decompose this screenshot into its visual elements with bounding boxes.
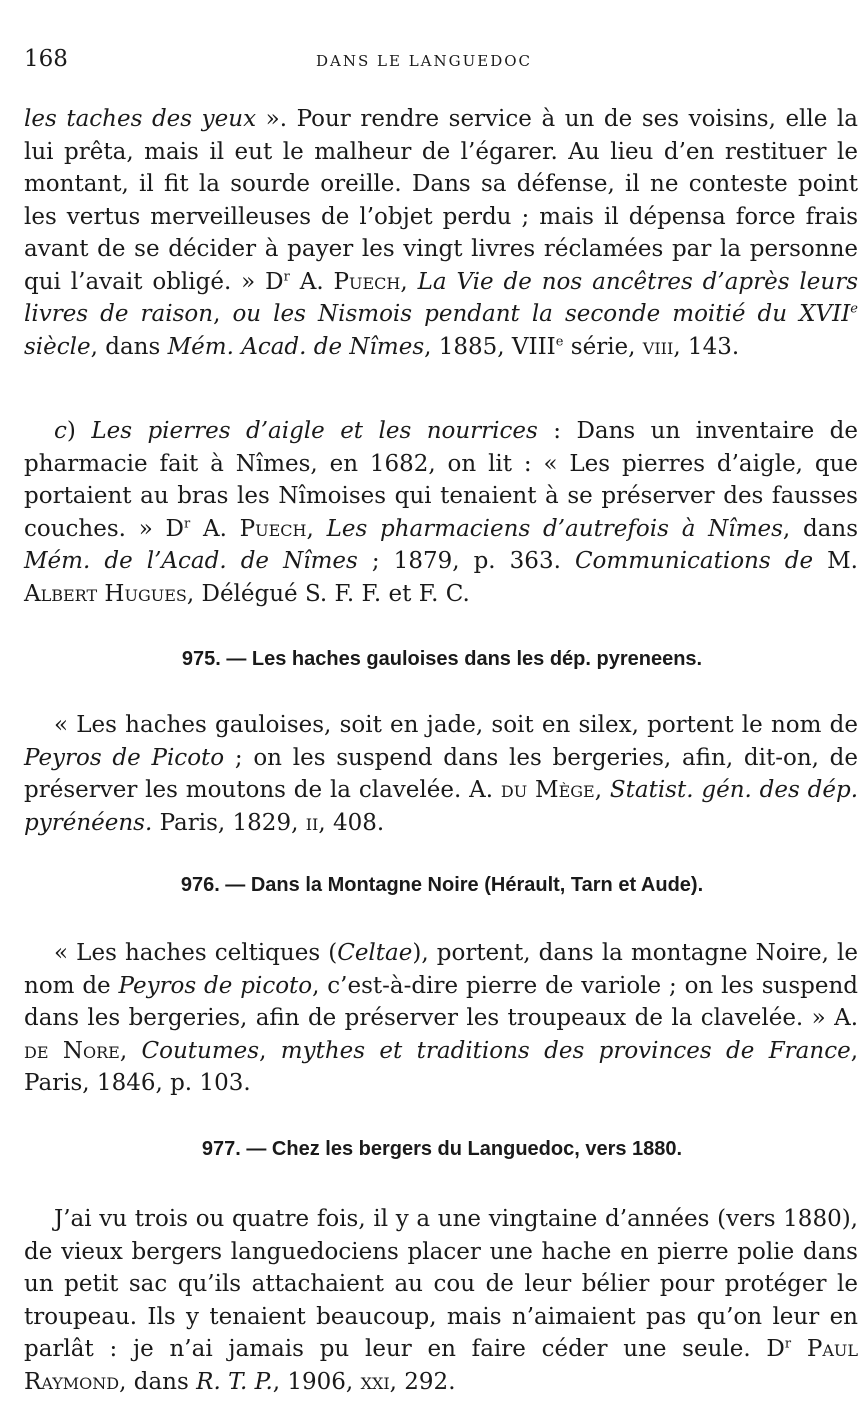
citation-title: Les pharmaciens d’autrefois à Nîmes [326,515,783,542]
citation-title: mythes et traditions des provinces de France [280,1037,851,1064]
author-name: Puech [333,268,401,295]
paragraph-976: « Les haches celtiques (Celtae), portent, dans la montagne Noire, le nom de Peyros de picoto, c’est-à-dire pierre de variole ; on les suspend dans les bergeries, afin de préserver les troupeaux de la clavelée. » A. de Nore, Coutumes, mythes et traditions des provinces de France, Paris, 1846, p. 103. [24,940,859,1096]
section-subtitle: Les pierres d’aigle et les nourrices [91,418,538,444]
author-name: Paul Raymond [24,1336,858,1395]
paragraph-continuation: les taches des yeux ». Pour rendre service à un de ses voisins, elle la lui prêta, mais il eut le malheur de l’égarer. Au lieu d’en restituer le montant, il fit la sourde oreille. Dans sa défense, il ne conteste point les vertus merveilleuses de l’objet perdu ; mais il dépensa force frais avant de se décider à payer les vingt livres réclamées par la personne qui l’avait obligé. » $D^r$ A. Puech, La Vie de nos ancêtres d’après leurs livres de raison, ou les Nismois pendant la seconde moitié du XVIIe siècle, dans Mém. Acad. de Nîmes, 1885, VIIIe série, viii, 143. [24,106,859,360]
paragraph-977: J’ai vu trois ou quatre fois, il y a une vingtaine d’années (vers 1880), de vieux bergers languedociens placer une hache en pierre polie dans un petit sac qu’ils attachaient au cou de leur bélier pour protéger le troupeau. Ils y tenaient beaucoup, mais n’aimaient pas qu’on leur en parlât : je n’ai jamais pu leur en faire céder une seule. $D^r$ Paul Raymond, dans R. T. P., 1906, xxi, 292. [24,1206,858,1395]
section-heading-975: 975. — Les haches gauloises dans les dép. pyreneens. [181,648,703,670]
paragraph-pierres-daigle: c) Les pierres d’aigle et les nourrices : Dans un inventaire de pharmacie fait à Nîmes, en 1682, on lit : « Les pierres d’aigle, que portaient au bras les Nîmoises qui tenaient à se préserver des fausses couches. » $D^r$ A. Puech, Les pharmaciens d’autrefois à Nîmes, dans Mém. de l’Acad. de Nîmes ; 1879, p. 363. Communications de M. Albert Hugues, Délégué S. F. F. et F. C. [24,418,858,607]
running-title: DANS LE LANGUEDOC [316,52,532,70]
section-heading-976: 976. — Dans la Montagne Noire (Hérault, Tarn et Aude). [180,874,704,896]
author-name: du Mège [500,777,595,803]
journal-title: Mém. Acad. de Nîmes [167,333,425,360]
paragraph-975: « Les haches gauloises, soit en jade, soit en silex, portent le nom de Peyros de Picoto ; on les suspend dans les bergeries, afin, dit-on, de préserver les moutons de la clavelée. A. du Mège, Statist. gén. des dép. pyrénéens. Paris, 1829, ii, 408. [24,712,858,836]
author-name: Albert Hugues [24,580,187,607]
author-name: Puech [239,515,307,542]
author-name: de Nore [24,1037,120,1064]
page-number: 168 [24,46,68,72]
page-header [24,46,860,76]
section-heading-977: 977. — Chez les bergers du Languedoc, vers 1880. [201,1138,683,1160]
journal-title: R. T. P. [196,1368,273,1395]
citation-title: La Vie de nos ancêtres d’après leurs livres de raison [24,268,859,327]
italic-text: les taches des yeux [24,106,257,132]
citation-title: Statist. gén. des dép. pyrénéens. [24,777,858,836]
